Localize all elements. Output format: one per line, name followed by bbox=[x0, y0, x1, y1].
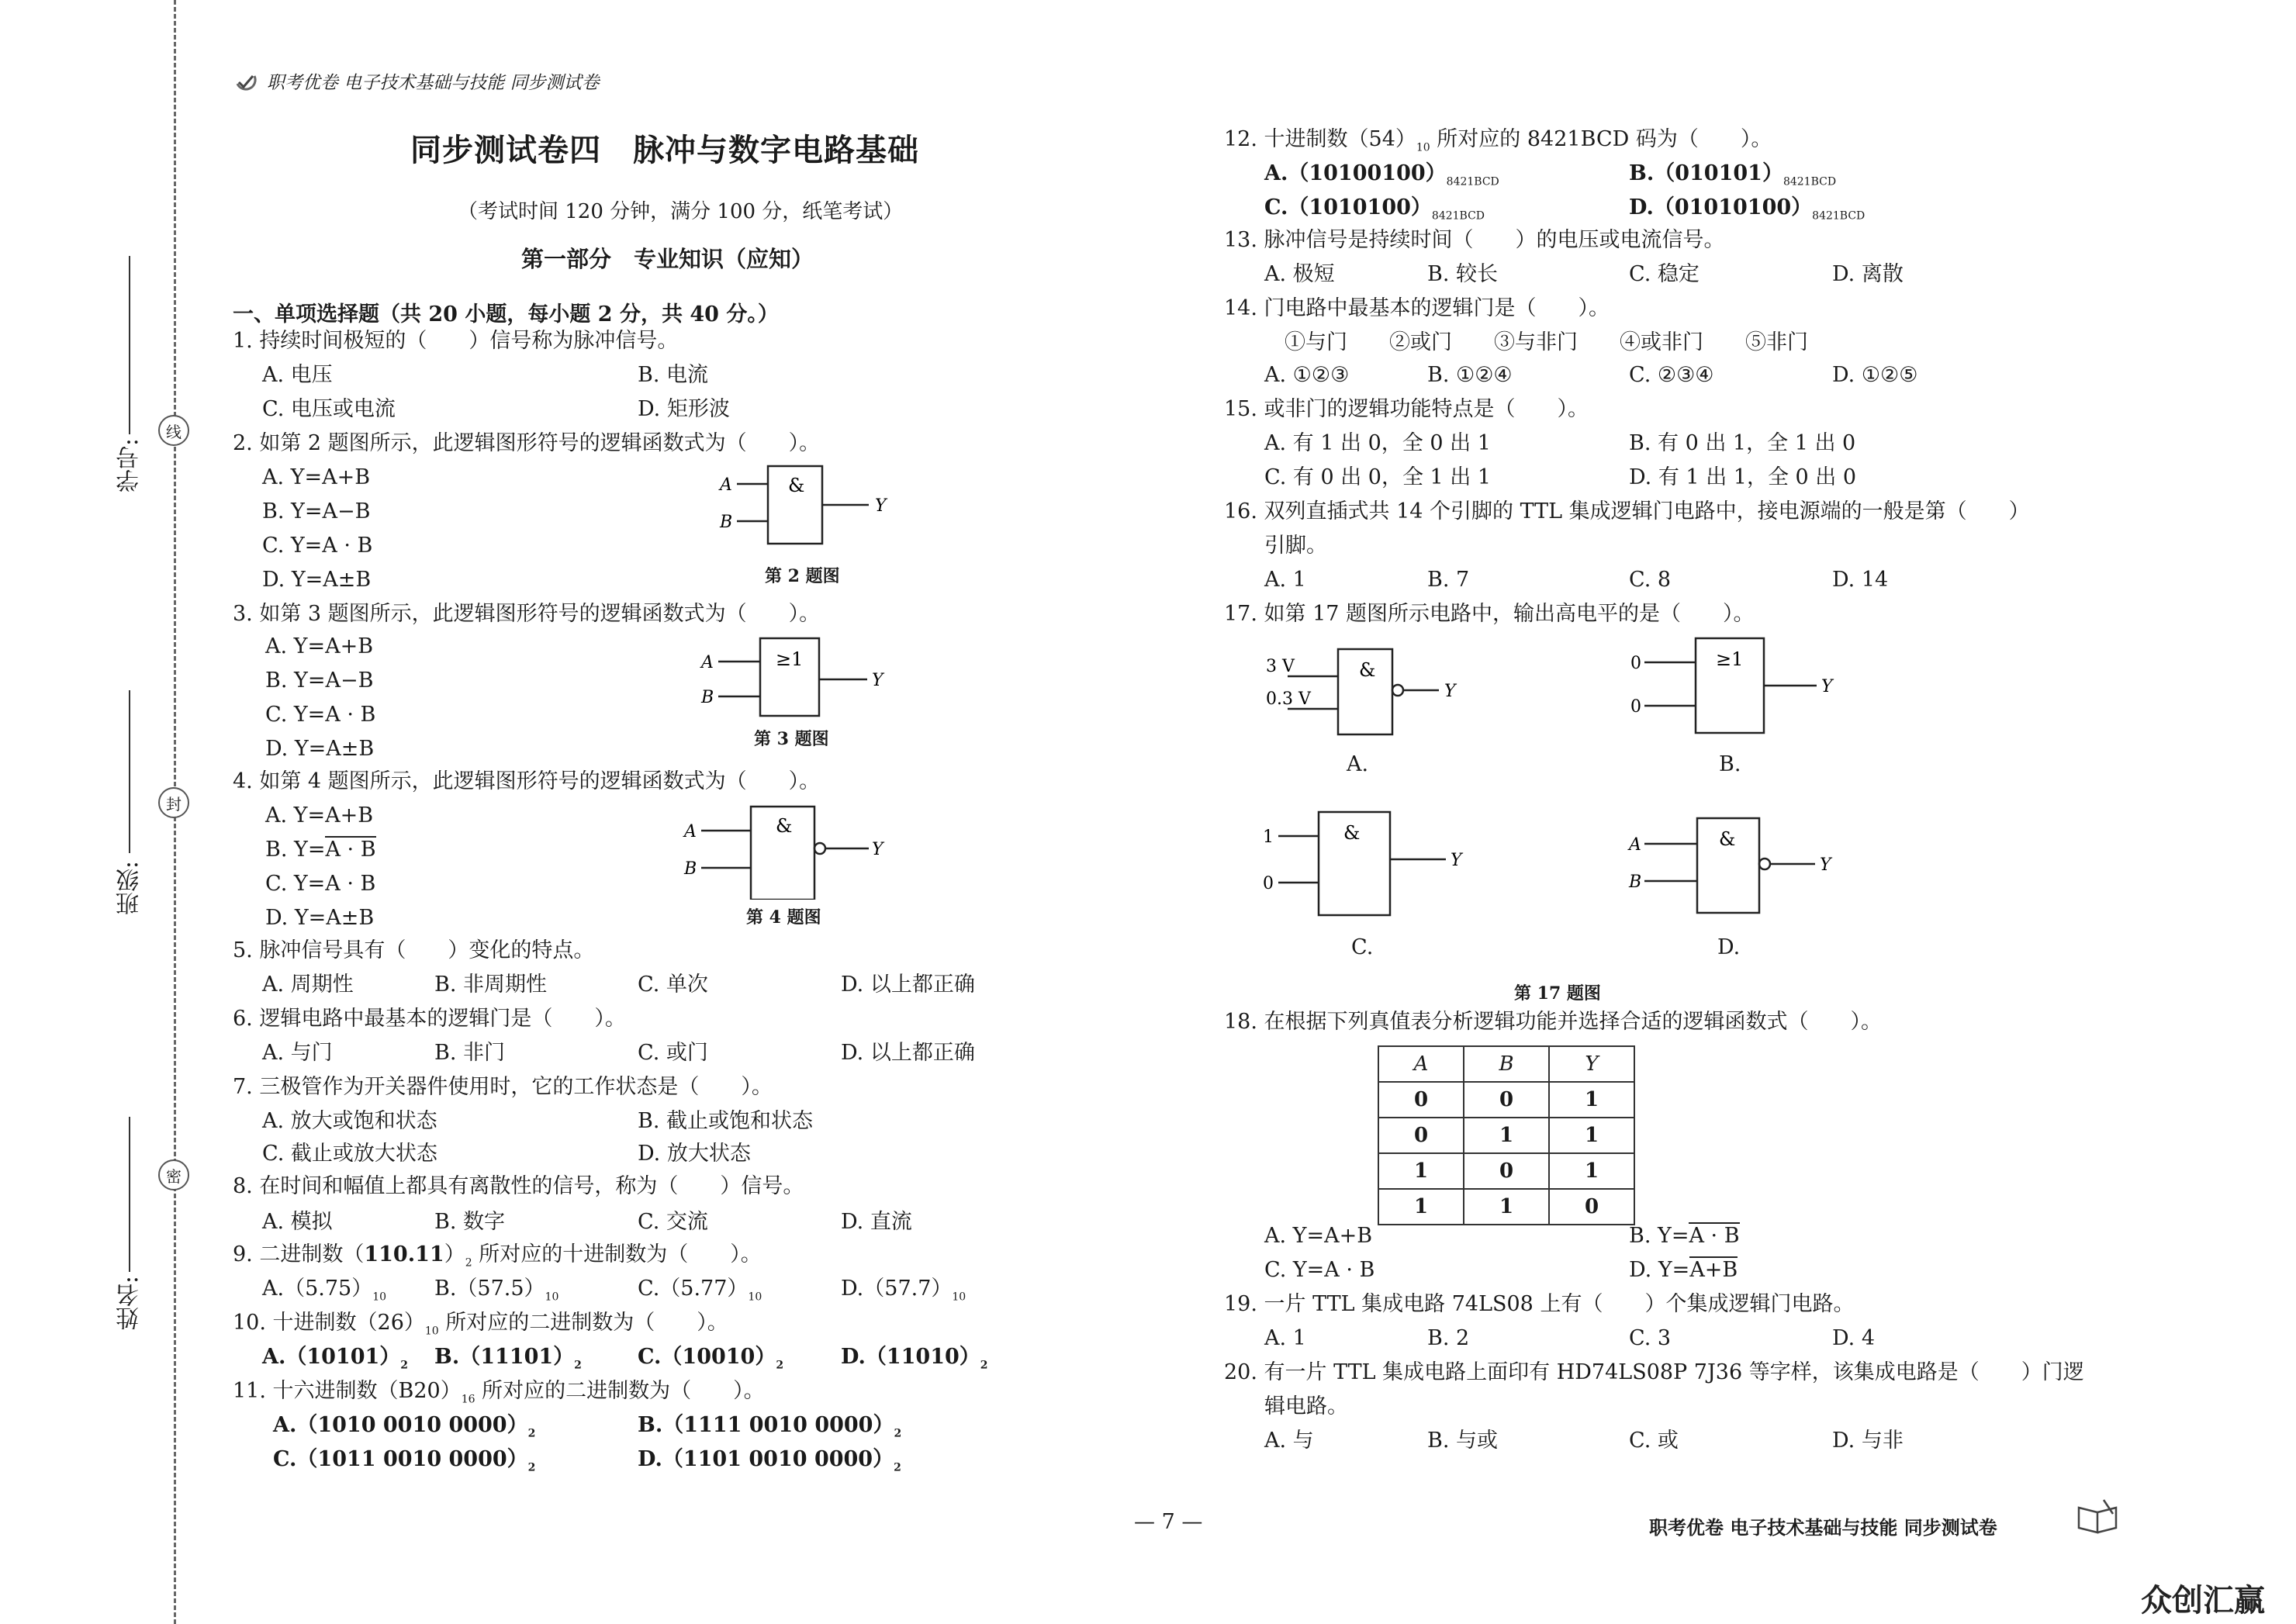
q10-option-b[interactable]: $B.(11101)_2$ bbox=[434, 1345, 582, 1372]
q5-option-d[interactable]: D. 以上都正确 bbox=[841, 973, 975, 997]
exam-info: （考试时间 120 分钟，满分 100 分，纸笔考试） bbox=[458, 200, 904, 223]
seal-seal-mark: 封 bbox=[158, 787, 189, 818]
q15-option-a[interactable]: A. 有 1 出 0，全 0 出 1 bbox=[1264, 431, 1491, 455]
q3-figure-caption: 第 3 题图 bbox=[754, 729, 829, 749]
q11-option-b[interactable]: B.（1111 0010 $0000)_2$ bbox=[638, 1413, 902, 1440]
header-left: 职考优卷 电子技术基础与技能 同步测试卷 bbox=[267, 73, 600, 93]
q4-option-b-prefix: B. Y= bbox=[265, 838, 326, 862]
q11-option-d[interactable]: D.（1101 0010 $0000)_2$ bbox=[638, 1447, 901, 1474]
q18-option-c[interactable]: C. Y=A · B bbox=[1264, 1258, 1375, 1282]
q4-option-b-overbar: A · B bbox=[325, 838, 376, 862]
q9-option-b[interactable]: $B.(57.5)_{10}$ bbox=[434, 1277, 559, 1304]
q2-and-gate-figure bbox=[714, 462, 892, 548]
q17c-gate-symbol: & bbox=[1343, 822, 1361, 844]
q16-stem-line1: 16. 双列直插式共 14 个引脚的 TTL 集成逻辑门电路中，接电源端的一般是第（ ） bbox=[1224, 499, 2030, 523]
q11-stem: 11. 十六进制数$(B20)_{16}$ 所对应的二进制数为（ ）。 bbox=[233, 1379, 765, 1406]
q18-option-d[interactable] bbox=[1629, 1257, 1738, 1284]
page-title: 同步测试卷四 脉冲与数字电路基础 bbox=[410, 132, 919, 168]
truth-table-header-b: B bbox=[1464, 1046, 1549, 1082]
q18-stem: 18. 在根据下列真值表分析逻辑功能并选择合适的逻辑函数式（ ）。 bbox=[1224, 1010, 1883, 1034]
q3-stem: 3. 如第 3 题图所示，此逻辑图形符号的逻辑函数式为（ ）。 bbox=[233, 602, 821, 626]
q5-option-b[interactable]: B. 非周期性 bbox=[434, 973, 548, 997]
q8-stem: 8. 在时间和幅值上都具有离散性的信号，称为（ ）信号。 bbox=[233, 1174, 804, 1198]
q7-option-d[interactable]: D. 放大状态 bbox=[638, 1142, 751, 1166]
q2-option-b[interactable]: B. Y=A−B bbox=[262, 499, 371, 523]
q14-items: ①与门 ②或门 ③与非门 ④或非门 ⑤非门 bbox=[1285, 330, 1808, 354]
q4-input-b: B bbox=[684, 859, 697, 879]
truth-table bbox=[1378, 1045, 1635, 1225]
q4-output-y: Y bbox=[872, 840, 883, 859]
q12-option-a[interactable]: $A.(10100100)_{8421BCD}$ bbox=[1264, 161, 1499, 188]
q18-option-d-prefix: D. Y= bbox=[1629, 1258, 1690, 1282]
q2-gate-symbol: & bbox=[788, 475, 805, 496]
q3-option-a[interactable]: A. Y=A+B bbox=[265, 634, 374, 658]
q2-input-b: B bbox=[720, 513, 733, 532]
q4-option-a[interactable]: A. Y=A+B bbox=[265, 803, 374, 828]
q2-figure-caption: 第 2 题图 bbox=[765, 566, 840, 586]
q15-option-b[interactable]: B. 有 0 出 1，全 1 出 0 bbox=[1629, 431, 1856, 455]
q12-stem: 12. 十进制数$(54)_{10}$ 所对应的 8421BCD 码为（ ）。 bbox=[1224, 127, 1772, 154]
q3-option-d[interactable]: D. Y=A±B bbox=[265, 737, 375, 761]
truth-table-header-row bbox=[1378, 1046, 1634, 1082]
q16-option-c[interactable]: C. 8 bbox=[1629, 568, 1672, 592]
q9-option-d[interactable]: $D.(57.7)_{10}$ bbox=[841, 1277, 966, 1304]
q10-option-a[interactable]: $A.(10101)_2$ bbox=[262, 1345, 409, 1372]
section-heading: 一、单项选择题（共 20 小题，每小题 2 分，共 40 分。） bbox=[233, 302, 779, 327]
q7-option-a[interactable]: A. 放大或饱和状态 bbox=[262, 1109, 437, 1133]
q19-stem: 19. 一片 TTL 集成电路 74LS08 上有（ ）个集成逻辑门电路。 bbox=[1224, 1292, 1855, 1316]
table-cell: 1 bbox=[1464, 1189, 1549, 1225]
table-cell: 1 bbox=[1378, 1189, 1464, 1225]
q17-figure-c bbox=[1257, 808, 1474, 917]
q3-input-b: B bbox=[701, 688, 714, 707]
q8-option-a[interactable]: A. 模拟 bbox=[262, 1210, 333, 1234]
q17-figure-caption: 第 17 题图 bbox=[1514, 983, 1601, 1004]
q17c-input-1: 1 bbox=[1263, 828, 1274, 847]
q17-label-a[interactable]: A. bbox=[1347, 752, 1369, 776]
q8-option-d[interactable]: D. 直流 bbox=[841, 1210, 912, 1234]
q12-option-c[interactable]: $C.(1010100)_{8421BCD}$ bbox=[1264, 195, 1485, 223]
q14-option-b[interactable]: B. ①②④ bbox=[1427, 363, 1513, 387]
table-cell: 0 bbox=[1464, 1082, 1549, 1118]
student-id-label: 学号: bbox=[116, 438, 144, 493]
q17a-output-y: Y bbox=[1444, 682, 1456, 701]
q20-option-a[interactable]: A. 与 bbox=[1264, 1429, 1314, 1453]
q10-option-c[interactable]: $C.(10010)_2$ bbox=[638, 1345, 784, 1372]
q20-option-b[interactable]: B. 与或 bbox=[1427, 1429, 1499, 1453]
q13-option-d[interactable]: D. 离散 bbox=[1832, 262, 1904, 286]
q1-option-d[interactable]: D. 矩形波 bbox=[638, 397, 730, 421]
q3-output-y: Y bbox=[872, 671, 883, 690]
book-icon bbox=[2076, 1497, 2121, 1536]
q9-option-a[interactable]: $A.(5.75)_{10}$ bbox=[262, 1277, 387, 1304]
q17-stem: 17. 如第 17 题图所示电路中，输出高电平的是（ ）。 bbox=[1224, 602, 1755, 626]
table-cell: 0 bbox=[1378, 1118, 1464, 1153]
logo-icon bbox=[231, 68, 259, 96]
q12-option-b[interactable]: $B.(010101)_{8421BCD}$ bbox=[1629, 161, 1837, 188]
q4-figure-caption: 第 4 题图 bbox=[746, 907, 821, 928]
q14-option-a[interactable]: A. ①②③ bbox=[1264, 363, 1350, 387]
q4-option-c[interactable]: C. Y=A · B bbox=[265, 872, 376, 896]
q16-option-a[interactable]: A. 1 bbox=[1264, 568, 1306, 592]
q6-option-a[interactable]: A. 与门 bbox=[262, 1041, 333, 1065]
q2-stem: 2. 如第 2 题图所示，此逻辑图形符号的逻辑函数式为（ ）。 bbox=[233, 431, 821, 455]
q17b-output-y: Y bbox=[1821, 677, 1833, 696]
q17c-output-y: Y bbox=[1451, 851, 1462, 870]
q11-option-a[interactable]: A.（1010 0010 $0000)_2$ bbox=[273, 1413, 536, 1440]
q17-label-d[interactable]: D. bbox=[1717, 935, 1741, 959]
table-cell: 0 bbox=[1549, 1189, 1634, 1225]
q4-input-a: A bbox=[684, 822, 697, 841]
table-cell: 1 bbox=[1378, 1153, 1464, 1189]
table-row bbox=[1378, 1153, 1634, 1189]
q7-option-b[interactable]: B. 截止或饱和状态 bbox=[638, 1109, 814, 1133]
q2-output-y: Y bbox=[875, 496, 887, 516]
watermark: 众创汇赢 bbox=[2141, 1583, 2265, 1619]
q18-option-b[interactable] bbox=[1629, 1223, 1740, 1249]
q15-option-c[interactable]: C. 有 0 出 0，全 1 出 1 bbox=[1264, 465, 1492, 489]
q18-option-d-overbar: A+B bbox=[1689, 1258, 1738, 1282]
part-title: 第一部分 专业知识（应知） bbox=[521, 246, 814, 272]
q2-input-a: A bbox=[720, 475, 732, 495]
q2-option-c[interactable]: C. Y=A · B bbox=[262, 534, 373, 558]
table-cell: 1 bbox=[1549, 1118, 1634, 1153]
q4-option-d[interactable]: D. Y=A±B bbox=[265, 906, 375, 930]
q2-option-a[interactable]: A. Y=A+B bbox=[262, 465, 371, 489]
table-cell: 0 bbox=[1464, 1153, 1549, 1189]
q17b-gate-symbol: ≥1 bbox=[1716, 648, 1744, 670]
table-row bbox=[1378, 1082, 1634, 1118]
q6-option-d[interactable]: D. 以上都正确 bbox=[841, 1041, 975, 1065]
q16-option-d[interactable]: D. 14 bbox=[1832, 568, 1889, 592]
name-label: 姓名: bbox=[116, 1276, 144, 1331]
q17b-input-2: 0 bbox=[1630, 697, 1641, 717]
q3-option-c[interactable]: C. Y=A · B bbox=[265, 703, 376, 727]
q20-option-d[interactable]: D. 与非 bbox=[1832, 1429, 1904, 1453]
q1-stem: 1. 持续时间极短的（ ）信号称为脉冲信号。 bbox=[233, 329, 679, 353]
q11-option-c[interactable]: C.（1011 0010 $0000)_2$ bbox=[273, 1447, 536, 1474]
q20-option-c[interactable]: C. 或 bbox=[1629, 1429, 1679, 1453]
name-line bbox=[129, 1117, 130, 1272]
q17-figure-a bbox=[1257, 645, 1466, 746]
q19-option-b[interactable]: B. 2 bbox=[1427, 1326, 1470, 1350]
q13-stem: 13. 脉冲信号是持续时间（ ）的电压或电流信号。 bbox=[1224, 228, 1725, 252]
q5-stem: 5. 脉冲信号具有（ ）变化的特点。 bbox=[233, 938, 595, 962]
q17a-input-2: 0.3 V bbox=[1266, 689, 1311, 709]
q14-stem: 14. 门电路中最基本的逻辑门是（ ）。 bbox=[1224, 296, 1610, 320]
q20-stem-line1: 20. 有一片 TTL 集成电路上面印有 HD74LS08P 7J36 等字样，该集成电路是（ ）门逻 bbox=[1224, 1360, 2084, 1384]
class-line bbox=[129, 690, 130, 853]
q18-option-b-prefix: B. Y= bbox=[1629, 1224, 1689, 1248]
q19-option-c[interactable]: C. 3 bbox=[1629, 1326, 1672, 1350]
q4-option-b[interactable] bbox=[265, 837, 376, 863]
q19-option-a[interactable]: A. 1 bbox=[1264, 1326, 1306, 1350]
q14-option-c[interactable]: C. ②③④ bbox=[1629, 363, 1714, 387]
q8-option-c[interactable]: C. 交流 bbox=[638, 1210, 708, 1234]
q4-nand-gate-figure bbox=[679, 803, 897, 900]
seal-secret-mark: 密 bbox=[158, 1159, 189, 1190]
q17-figure-d bbox=[1621, 814, 1846, 915]
q7-stem: 7. 三极管作为开关器件使用时，它的工作状态是（ ）。 bbox=[233, 1075, 773, 1099]
q7-option-c[interactable]: C. 截止或放大状态 bbox=[262, 1142, 437, 1166]
q16-option-b[interactable]: B. 7 bbox=[1427, 568, 1470, 592]
q10-stem: 10. 十进制数$(26)_{10}$ 所对应的二进制数为（ ）。 bbox=[233, 1311, 728, 1338]
student-id-line bbox=[129, 256, 130, 434]
q5-option-a[interactable]: A. 周期性 bbox=[262, 973, 354, 997]
class-label: 班级: bbox=[116, 861, 144, 916]
q17a-gate-symbol: & bbox=[1359, 659, 1376, 681]
q17a-input-1: 3 V bbox=[1266, 657, 1295, 676]
q9-stem: 9. 二进制数$(110.11)_2$ 所对应的十进制数为（ ）。 bbox=[233, 1242, 762, 1270]
q17d-gate-symbol: & bbox=[1719, 828, 1736, 850]
q15-option-d[interactable]: D. 有 1 出 1，全 0 出 0 bbox=[1629, 465, 1857, 489]
q5-option-c[interactable]: C. 单次 bbox=[638, 973, 708, 997]
footer-right: 职考优卷 电子技术基础与技能 同步测试卷 bbox=[1649, 1516, 1997, 1539]
q17d-output-y: Y bbox=[1820, 855, 1831, 875]
q18-option-b-overbar: A · B bbox=[1689, 1224, 1740, 1248]
q17b-input-1: 0 bbox=[1630, 654, 1641, 673]
q20-stem-line2: 辑电路。 bbox=[1264, 1394, 1348, 1418]
truth-table-header-a: A bbox=[1378, 1046, 1464, 1082]
table-row bbox=[1378, 1189, 1634, 1225]
q14-option-d[interactable]: D. ①②⑤ bbox=[1832, 363, 1918, 387]
q3-or-gate-figure bbox=[695, 634, 897, 721]
table-row bbox=[1378, 1118, 1634, 1153]
table-cell: 1 bbox=[1549, 1153, 1634, 1189]
q13-option-a[interactable]: A. 极短 bbox=[1264, 262, 1335, 286]
q1-option-a[interactable]: A. 电压 bbox=[262, 363, 333, 387]
q17-label-b[interactable]: B. bbox=[1719, 752, 1741, 776]
q6-option-c[interactable]: C. 或门 bbox=[638, 1041, 708, 1065]
q2-option-d[interactable]: D. Y=A±B bbox=[262, 568, 372, 592]
q16-stem-line2: 引脚。 bbox=[1264, 534, 1327, 558]
q19-option-d[interactable]: D. 4 bbox=[1832, 1326, 1876, 1350]
truth-table-header-y: Y bbox=[1549, 1046, 1634, 1082]
q1-option-c[interactable]: C. 电压或电流 bbox=[262, 397, 396, 421]
q8-option-b[interactable]: B. 数字 bbox=[434, 1210, 506, 1234]
page-number: — 7 — bbox=[1134, 1510, 1203, 1534]
q4-stem: 4. 如第 4 题图所示，此逻辑图形符号的逻辑函数式为（ ）。 bbox=[233, 769, 821, 793]
table-cell: 1 bbox=[1464, 1118, 1549, 1153]
q17d-input-b: B bbox=[1629, 872, 1642, 892]
seal-line-mark: 线 bbox=[158, 415, 189, 446]
q17-figure-b bbox=[1621, 634, 1846, 735]
q10-option-d[interactable]: $D.(11010)_2$ bbox=[841, 1345, 988, 1372]
table-cell: 1 bbox=[1549, 1082, 1634, 1118]
table-cell: 0 bbox=[1378, 1082, 1464, 1118]
q13-option-c[interactable]: C. 稳定 bbox=[1629, 262, 1700, 286]
q17-label-c[interactable]: C. bbox=[1351, 935, 1374, 959]
q17c-input-2: 0 bbox=[1263, 874, 1274, 893]
q3-gate-symbol: ≥1 bbox=[776, 648, 804, 670]
q12-option-d[interactable]: $D.(01010100)_{8421BCD}$ bbox=[1629, 195, 1866, 223]
q4-gate-symbol: & bbox=[776, 815, 793, 837]
q6-option-b[interactable]: B. 非门 bbox=[434, 1041, 506, 1065]
q17d-input-a: A bbox=[1629, 835, 1641, 855]
q15-stem: 15. 或非门的逻辑功能特点是（ ）。 bbox=[1224, 397, 1589, 421]
q9-option-c[interactable]: $C.(5.77)_{10}$ bbox=[638, 1277, 762, 1304]
q3-option-b[interactable]: B. Y=A−B bbox=[265, 669, 374, 693]
q3-input-a: A bbox=[701, 653, 714, 672]
q6-stem: 6. 逻辑电路中最基本的逻辑门是（ ）。 bbox=[233, 1007, 626, 1031]
q18-option-a[interactable]: A. Y=A+B bbox=[1264, 1224, 1373, 1248]
q1-option-b[interactable]: B. 电流 bbox=[638, 363, 709, 387]
q13-option-b[interactable]: B. 较长 bbox=[1427, 262, 1499, 286]
